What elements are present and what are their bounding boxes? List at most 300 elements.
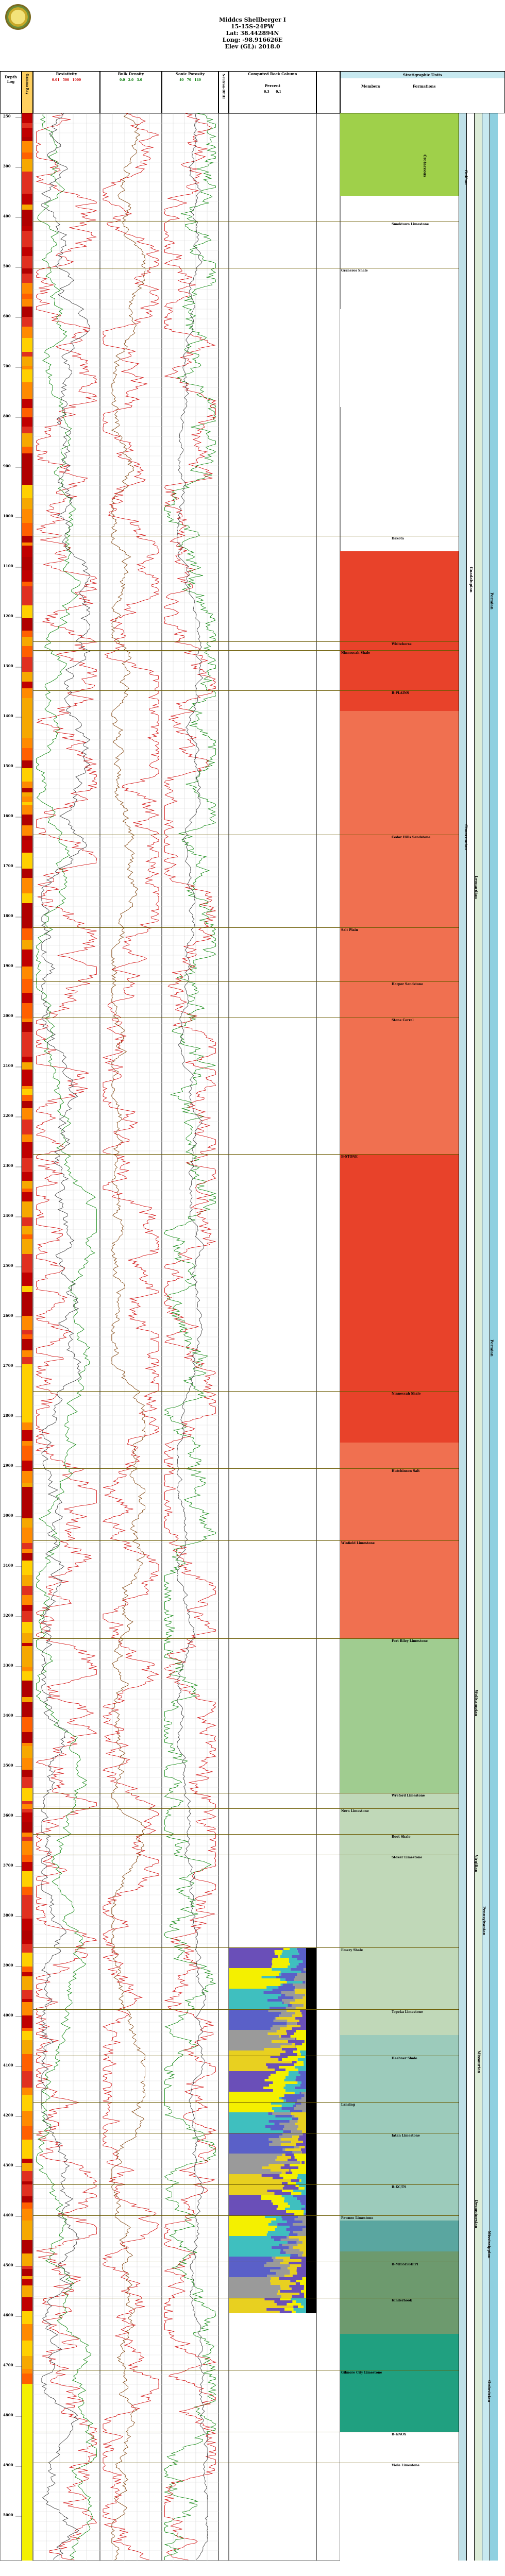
rock-fraction-cell [229, 2200, 272, 2202]
rock-fraction-cell [290, 2205, 305, 2208]
gamma-lith-cell [22, 1743, 32, 1746]
rock-fraction-cell [297, 2128, 306, 2130]
rock-fraction-cell [290, 2120, 298, 2123]
gamma-lith-cell [22, 2040, 32, 2054]
rock-fraction-cell [297, 2267, 306, 2269]
rock-fraction-cell [289, 2246, 293, 2249]
gamma-lith-cell [22, 2151, 32, 2159]
gamma-lith-cell [22, 1801, 32, 1804]
rock-fraction-cell [280, 2311, 292, 2313]
rock-fraction-cell [229, 2221, 271, 2223]
gamma-lith-cell [22, 2202, 32, 2209]
neutron-column-header: Neutron-DPHI [218, 71, 229, 113]
rock-fraction-cell [273, 1958, 289, 1960]
gamma-lith-cell [22, 1930, 32, 1940]
rock-fraction-cell [306, 2014, 316, 2017]
rock-fraction-cell [306, 2107, 316, 2110]
rock-fraction-cell [229, 2293, 277, 2295]
era-label-cimarronian: Cimarronian [464, 824, 468, 850]
rock-fraction-cell [305, 2146, 306, 2148]
gamma-lith-cell [22, 1273, 32, 1286]
rock-fraction-cell [274, 2239, 281, 2241]
rock-fraction-cell [281, 2035, 290, 2038]
rock-fraction-cell [281, 2166, 298, 2169]
rock-fraction-cell [292, 2043, 295, 2045]
member-label: Fort Riley Limestone [392, 1639, 428, 1643]
rock-fraction-cell [300, 2050, 306, 2053]
rock-fraction-cell [296, 2030, 306, 2032]
rock-fraction-cell [306, 2277, 316, 2280]
rock-fraction-cell [306, 2285, 316, 2287]
rock-fraction-cell [306, 2081, 316, 2084]
rock-fraction-cell [282, 2105, 293, 2107]
gamma-lith-cell [22, 1350, 32, 1357]
rock-fraction-cell [306, 1963, 316, 1965]
gamma-lith-cell [22, 1089, 32, 1095]
rock-fraction-cell [229, 2107, 272, 2110]
rock-fraction-cell [280, 2249, 283, 2251]
rock-fraction-cell [229, 2306, 293, 2308]
rock-fraction-cell [297, 2272, 306, 2275]
gamma-lith-cell [22, 1841, 32, 1846]
gamma-lith-cell [22, 672, 32, 682]
gamma-lith-cell [22, 2088, 32, 2095]
rock-fraction-cell [306, 2105, 316, 2107]
rock-fraction-cell [229, 2264, 264, 2267]
gamma-lith-cell [22, 618, 32, 631]
rock-fraction-cell [229, 2017, 275, 2020]
rock-fraction-cell [292, 2115, 295, 2117]
rock-fraction-cell [287, 2236, 289, 2239]
rock-fraction-cell [296, 2076, 306, 2079]
gamma-lith-cell [22, 2181, 32, 2184]
rock-fraction-cell [271, 2282, 295, 2285]
rock-fraction-cell [229, 2179, 291, 2182]
rock-fraction-cell [229, 2074, 271, 2076]
gamma-lith-cell [22, 582, 32, 586]
gamma-lith-cell [22, 751, 32, 760]
rock-fraction-cell [306, 2141, 316, 2143]
gamma-lith-cell [22, 1086, 32, 1089]
rock-fraction-cell [280, 1971, 301, 1973]
member-label: Whitehorse [392, 642, 412, 646]
rock-fraction-cell [294, 1996, 303, 1999]
rock-fraction-cell [229, 2087, 263, 2089]
rock-fraction-cell [282, 2195, 293, 2197]
gamma-lith-cell [22, 2557, 32, 2561]
rock-fraction-cell [274, 2110, 290, 2112]
era-label-virgilian: Virgilian [474, 1855, 479, 1873]
gamma-lith-cell [22, 1605, 32, 1611]
gamma-lith-cell [22, 918, 32, 928]
rock-fraction-cell [302, 2110, 306, 2112]
gamma-lith-cell [22, 1788, 32, 1801]
rock-fraction-cell [306, 1986, 316, 1989]
member-label: Stoker Limestone [392, 1856, 423, 1859]
rock-fraction-cell [299, 2293, 304, 2295]
log-curve [165, 113, 216, 2560]
rock-fraction-cell [298, 2138, 306, 2141]
rock-fraction-cell [306, 2257, 316, 2259]
rock-fraction-cell [306, 2074, 316, 2076]
gamma-lith-cell [22, 1234, 32, 1239]
gamma-lith-cell [22, 1395, 32, 1401]
gamma-lith-cell [22, 1622, 32, 1633]
rock-fraction-cell [290, 1963, 299, 1965]
depth-label: 2500 [3, 1263, 13, 1268]
rock-fraction-cell [281, 2287, 292, 2290]
rock-fraction-cell [306, 2022, 316, 2025]
depth-label: 2300 [3, 1163, 13, 1168]
depth-label: 4900 [3, 2463, 13, 2467]
gamma-lith-cell [22, 642, 32, 646]
gamma-lith-cell [22, 698, 32, 713]
rock-fraction-cell [296, 2038, 306, 2040]
track-frame [316, 113, 340, 2561]
well-title-block [0, 16, 505, 50]
rock-fraction-cell [294, 1989, 295, 1991]
rock-fraction-cell [229, 2045, 281, 2048]
depth-column-header: Depth Log [0, 71, 22, 113]
rock-fraction-cell [280, 1978, 285, 1981]
gamma-lith-cell [22, 967, 32, 979]
rock-fraction-cell [295, 2115, 306, 2117]
rock-fraction-cell [294, 2154, 306, 2156]
rock-fraction-cell [280, 1955, 292, 1958]
gamma-lith-cell [22, 1509, 32, 1518]
rock-fraction-cell [305, 2094, 306, 2097]
gamma-lith-cell [22, 836, 32, 840]
rock-fraction-cell [281, 1973, 297, 1976]
track-frame [218, 113, 229, 2561]
depth-label: 2600 [3, 1313, 13, 1318]
rock-fraction-cell [304, 2210, 306, 2213]
rock-fraction-cell [289, 1960, 302, 1963]
rock-fraction-cell [271, 2277, 279, 2280]
rock-fraction-cell [273, 2177, 283, 2179]
rock-fraction-cell [271, 2027, 280, 2030]
depth-label: 3500 [3, 1763, 13, 1768]
member-label: Dakota [392, 537, 404, 540]
rock-fraction-cell [229, 2169, 271, 2172]
gamma-lith-cell [22, 570, 32, 582]
gamma-lith-cell [22, 523, 32, 536]
gamma-lith-cell [22, 2235, 32, 2240]
gamma-lith-cell [22, 1646, 32, 1655]
rock-fraction-cell [291, 2141, 303, 2143]
rock-fraction-cell [306, 2045, 316, 2048]
depth-label: 3700 [3, 1863, 13, 1868]
rock-fraction-cell [290, 2110, 302, 2112]
rock-fraction-cell [302, 2221, 306, 2223]
rock-fraction-cell [301, 2264, 306, 2267]
rock-fraction-cell [306, 2228, 316, 2231]
depth-label: 300 [3, 164, 11, 168]
rock-fraction-cell [306, 1973, 316, 1976]
rock-fraction-cell [292, 2172, 306, 2174]
rock-fraction-cell [229, 2177, 273, 2179]
rock-fraction-cell [281, 2045, 295, 2048]
log-curve [37, 113, 97, 2560]
rock-fraction-cell [306, 2272, 316, 2275]
rock-fraction-cell [275, 2017, 276, 2020]
rock-fraction-cell [299, 2136, 306, 2138]
rock-fraction-cell [306, 1971, 316, 1973]
log-curve [103, 113, 159, 2560]
rock-fraction-cell [306, 2308, 316, 2311]
rock-fraction-cell [301, 2092, 306, 2094]
rock-fraction-cell [268, 2032, 287, 2035]
gamma-lith-cell [22, 1595, 32, 1605]
rock-fraction-cell [306, 2300, 316, 2303]
rock-fraction-cell [229, 2223, 268, 2226]
rock-fraction-cell [306, 2282, 316, 2285]
gamma-lith-cell [22, 1108, 32, 1120]
era-label-mississippian: Mississippian [487, 2231, 492, 2259]
rock-fraction-cell [282, 1953, 299, 1955]
rock-fraction-cell [278, 2205, 290, 2208]
rock-fraction-cell [267, 2190, 282, 2192]
rock-fraction-cell [229, 2187, 283, 2190]
rock-fraction-cell [229, 2035, 279, 2038]
rock-fraction-cell [285, 2208, 301, 2210]
gamma-lith-cell [22, 128, 32, 137]
rock-fraction-cell [293, 2275, 306, 2277]
rock-fraction-cell [306, 2254, 316, 2257]
rock-fraction-cell [306, 2066, 316, 2069]
depth-label: 500 [3, 264, 11, 268]
lithology-legend [0, 2566, 505, 2576]
gamma-lith-cell [22, 802, 32, 805]
rock-fraction-cell [282, 2244, 298, 2246]
rock-fraction-cell [306, 2040, 316, 2043]
rock-fraction-cell [305, 2161, 306, 2164]
rock-fraction-cell [306, 2226, 316, 2228]
formation-boundary [33, 927, 459, 928]
gamma-lith-cell [22, 1812, 32, 1822]
rock-fraction-cell [306, 2043, 316, 2045]
gamma-lith-cell [22, 417, 32, 427]
rock-fraction-cell [229, 1965, 272, 1968]
member-label: Gilmore City Limestone [341, 2371, 382, 2375]
rock-fraction-cell [229, 2014, 279, 2017]
rock-fraction-cell [229, 2004, 288, 2007]
rock-fraction-cell [262, 2174, 280, 2177]
formation-boundary [33, 1638, 459, 1639]
formation-boundary [33, 1540, 459, 1541]
gamma-lith-cell [22, 2311, 32, 2324]
gamma-lith-cell [22, 2543, 32, 2557]
rock-fraction-cell [296, 2282, 300, 2285]
rock-fraction-cell [275, 1953, 281, 1955]
rock-fraction-cell [306, 2200, 316, 2202]
member-label: Hutchinson Salt [392, 1469, 420, 1473]
rock-fraction-cell [280, 2251, 286, 2254]
rock-fraction-cell [304, 2004, 306, 2007]
well-name: Middcs Shellberger I [219, 16, 286, 23]
rock-fraction-cell [229, 2112, 268, 2115]
rock-fraction-cell [306, 2293, 316, 2295]
rock-fraction-cell [272, 1968, 290, 1971]
rock-fraction-cell [277, 2208, 285, 2210]
member-label: Heebner Shale [392, 2057, 417, 2060]
rock-fraction-cell [229, 2275, 267, 2277]
rock-fraction-cell [302, 1960, 306, 1963]
rock-fraction-cell [229, 2246, 272, 2249]
rock-fraction-cell [276, 2257, 290, 2259]
gamma-lith-cell [22, 1308, 32, 1316]
rock-fraction-cell [293, 2050, 300, 2053]
rock-fraction-cell [265, 2125, 284, 2128]
era-label-ordovician: Ordovician [487, 2380, 492, 2402]
rock-fraction-cell [301, 2192, 306, 2195]
rock-fraction-cell [284, 2200, 300, 2202]
rock-fraction-cell [289, 2233, 297, 2236]
rock-fraction-cell [296, 1965, 306, 1968]
gamma-lith-cell [22, 1316, 32, 1330]
rock-fraction-cell [229, 2300, 274, 2303]
rock-fraction-cell [268, 2231, 290, 2233]
rock-fraction-cell [271, 2074, 289, 2076]
rock-fraction-cell [300, 2282, 306, 2285]
gamma-lith-cell [22, 2054, 32, 2071]
rock-fraction-cell [282, 1999, 295, 2002]
rock-fraction-cell [306, 2120, 316, 2123]
member-label: B-PLAINS [392, 691, 409, 695]
gamma-lith-cell [22, 1967, 32, 1972]
depth-label: 3300 [3, 1663, 13, 1668]
rock-fraction-cell [286, 2228, 302, 2231]
gamma-lith-cell [22, 1846, 32, 1851]
gamma-lith-cell [22, 1226, 32, 1234]
gamma-lith-cell [22, 1330, 32, 1334]
rock-fraction-cell [283, 2002, 290, 2004]
depth-label: 600 [3, 314, 11, 318]
rock-fraction-cell [229, 1999, 267, 2002]
rock-fraction-cell [306, 2159, 316, 2161]
rock-fraction-cell [285, 2050, 293, 2053]
depth-label: 4100 [3, 2063, 13, 2067]
rock-fraction-cell [306, 1996, 316, 1999]
rock-fraction-cell [273, 2112, 291, 2115]
rock-fraction-cell [306, 2032, 316, 2035]
rock-fraction-cell [306, 2076, 316, 2079]
depth-label: 700 [3, 364, 11, 368]
rock-fraction-cell [275, 2115, 292, 2117]
rock-fraction-cell [304, 2061, 306, 2063]
rock-fraction-cell [306, 2154, 316, 2156]
rock-fraction-cell [229, 2277, 271, 2280]
gamma-lith-cell [22, 605, 32, 618]
rock-fraction-cell [287, 2221, 303, 2223]
era-label-pennsylvanian: Pennsylvanian [482, 1906, 486, 1936]
gamma-lith-cell [22, 509, 32, 517]
rock-fraction-cell [229, 2159, 276, 2161]
rock-fraction-cell [286, 2030, 296, 2032]
rock-fraction-cell [229, 2210, 286, 2213]
rock-fraction-cell [229, 2164, 269, 2166]
rock-fraction-cell [229, 2076, 268, 2079]
gamma-lith-cell [22, 327, 32, 338]
rock-fraction-cell [301, 2148, 306, 2151]
gamma-lith-cell [22, 692, 32, 698]
rock-fraction-cell [283, 2187, 299, 2190]
rock-fraction-cell [229, 2069, 275, 2071]
gamma-lith-cell [22, 1380, 32, 1395]
rock-fraction-cell [229, 2154, 282, 2156]
rock-fraction-cell [296, 2280, 306, 2282]
gamma-lith-cell [22, 561, 32, 570]
rock-fraction-cell [229, 2244, 279, 2246]
rock-fraction-cell [229, 2115, 275, 2117]
rock-fraction-cell [229, 2110, 274, 2112]
gamma-lith-cell [22, 602, 32, 605]
formation-boundary [33, 650, 459, 651]
rock-fraction-cell [301, 2290, 306, 2293]
rock-fraction-cell [295, 2017, 306, 2020]
gamma-lith-cell [22, 2484, 32, 2499]
gamma-lith-cell [22, 2412, 32, 2418]
gamma-lith-cell [22, 274, 32, 283]
gamma-lith-cell [22, 2532, 32, 2543]
rock-fraction-cell [278, 1955, 280, 1958]
rock-fraction-cell [275, 2228, 287, 2231]
gamma-lith-cell [22, 2521, 32, 2532]
rock-fraction-cell [229, 2241, 288, 2244]
rock-fraction-cell [229, 2195, 261, 2197]
rock-fraction-cell [229, 2043, 292, 2045]
gamma-lith-cell [22, 688, 32, 692]
rock-fraction-cell [262, 2166, 281, 2169]
gamma-lith-cell [22, 485, 32, 498]
rock-fraction-cell [284, 2308, 293, 2311]
gamma-lith-cell [22, 1746, 32, 1758]
rock-fraction-cell [281, 2239, 299, 2241]
gamma-lith-cell [22, 294, 32, 299]
member-label: Viola Limestone [392, 2464, 420, 2467]
depth-label: 4400 [3, 2213, 13, 2217]
gamma-lith-cell [22, 1643, 32, 1646]
rock-fraction-cell [306, 2192, 316, 2195]
gamma-lith-cell [22, 1062, 32, 1070]
rock-fraction-cell [283, 2177, 297, 2179]
rock-fraction-cell [306, 2249, 316, 2251]
gamma-lith-cell [22, 730, 32, 738]
rock-fraction-cell [273, 2089, 285, 2092]
gamma-lith-cell [22, 1732, 32, 1743]
well-lat: Lat: 38.442894N [226, 30, 279, 37]
rock-fraction-cell [289, 2071, 298, 2074]
gamma-lith-cell [22, 338, 32, 352]
well-elev: Elev (GL): 2018.0 [225, 43, 280, 50]
rock-fraction-cell [306, 1981, 316, 1984]
rock-fraction-cell [306, 2264, 316, 2267]
gamma-lith-cell [22, 2240, 32, 2253]
gamma-lith-cell [22, 1953, 32, 1967]
rock-fraction-cell [282, 2154, 285, 2156]
rock-fraction-cell [278, 1986, 295, 1989]
rock-fraction-cell [229, 2050, 285, 2053]
sonic-column-header: Sonic Porosity 40 70 140 [162, 71, 218, 113]
rock-fraction-cell [229, 2228, 275, 2231]
rock-fraction-cell [297, 2269, 306, 2272]
depth-label: 3000 [3, 1513, 13, 1518]
rock-fraction-cell [291, 2192, 301, 2195]
gamma-lith-cell [22, 1758, 32, 1770]
depth-label: 2000 [3, 1013, 13, 1018]
gamma-lith-cell [22, 1172, 32, 1181]
gamma-lith-cell [22, 2140, 32, 2151]
